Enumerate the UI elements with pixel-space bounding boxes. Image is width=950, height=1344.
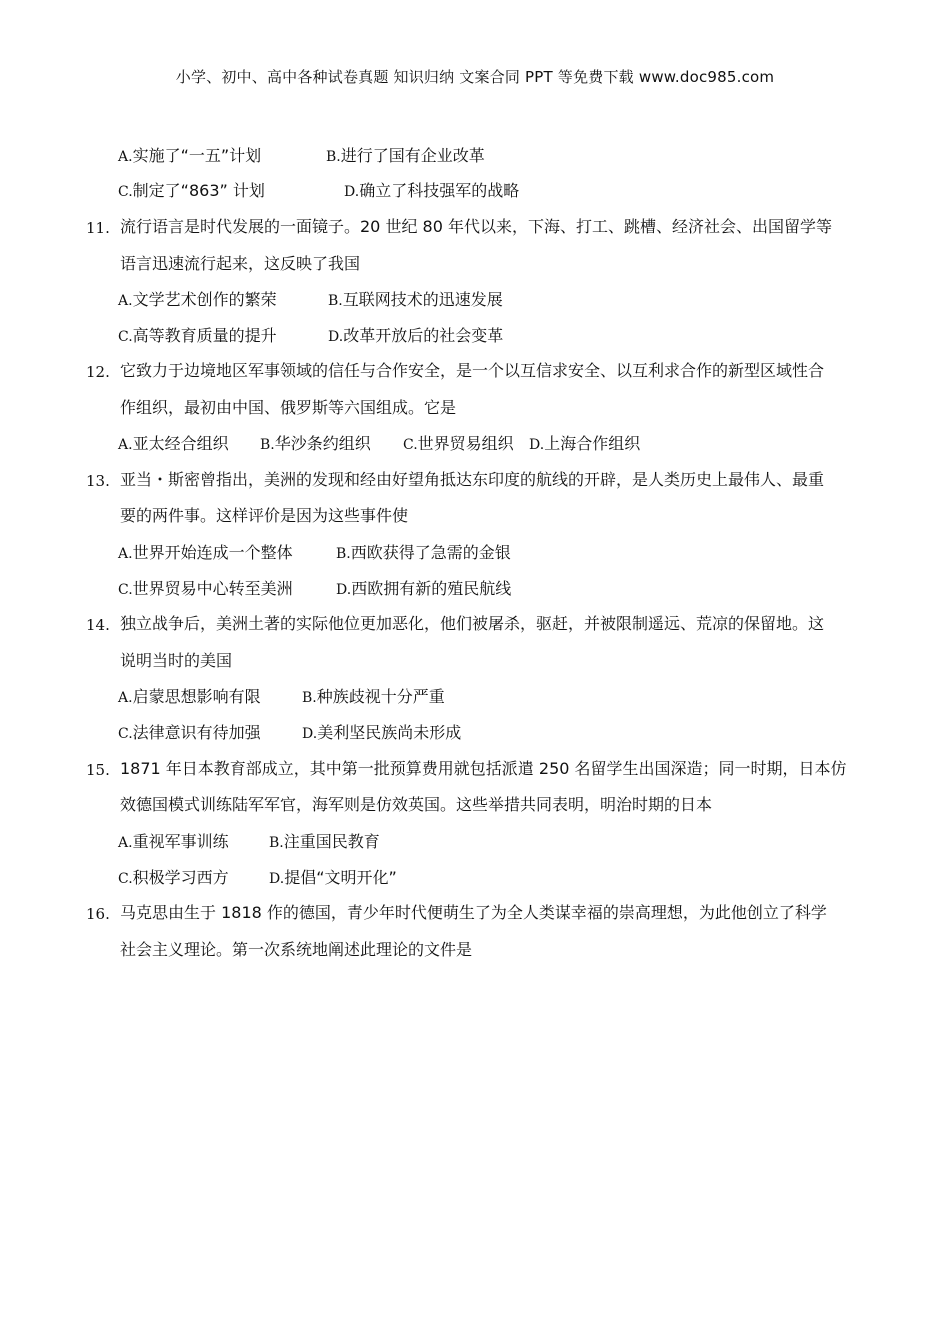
option-d bbox=[269, 867, 397, 890]
question-stem-line: 它致力于边境地区军事领域的信任与合作安全，是一个以互信求安全、以互利求合作的新型区域性合 bbox=[120, 361, 825, 380]
option-text: 制定了“863” 计划 bbox=[132, 181, 265, 200]
option-b bbox=[269, 831, 380, 854]
option-c bbox=[118, 867, 229, 890]
option-b bbox=[302, 686, 445, 709]
option-text: 美利坚民族尚未形成 bbox=[317, 723, 462, 742]
option-letter: B. bbox=[302, 690, 317, 706]
option-letter: D. bbox=[529, 437, 545, 453]
option-letter: C. bbox=[118, 871, 133, 887]
option-letter: A. bbox=[118, 293, 133, 309]
option-letter: A. bbox=[118, 149, 133, 165]
option-letter: B. bbox=[326, 149, 341, 165]
option-letter: D. bbox=[344, 184, 360, 200]
option-a bbox=[118, 289, 277, 312]
option-letter: D. bbox=[336, 582, 352, 598]
option-a bbox=[118, 686, 261, 709]
option-letter: A. bbox=[118, 546, 133, 562]
question-number: 12. bbox=[86, 363, 110, 381]
option-d bbox=[302, 722, 461, 745]
option-text: 西欧获得了急需的金银 bbox=[350, 543, 511, 562]
option-text: 重视军事训练 bbox=[132, 832, 229, 851]
option-b bbox=[326, 145, 485, 168]
option-text: 华沙条约组织 bbox=[274, 434, 371, 453]
option-d bbox=[328, 325, 503, 348]
option-c bbox=[403, 433, 514, 456]
option-text: 积极学习西方 bbox=[132, 868, 229, 887]
option-a bbox=[118, 831, 229, 854]
option-a bbox=[118, 433, 229, 456]
option-a bbox=[118, 145, 261, 168]
option-text: 启蒙思想影响有限 bbox=[132, 687, 261, 706]
option-d bbox=[529, 433, 640, 456]
option-letter: C. bbox=[118, 726, 133, 742]
option-text: 种族歧视十分严重 bbox=[316, 687, 445, 706]
option-letter: C. bbox=[118, 329, 133, 345]
option-b bbox=[336, 542, 511, 565]
option-letter: A. bbox=[118, 437, 133, 453]
question-stem-line: 马克思由生于 1818 作的德国，青少年时代便萌生了为全人类谋幸福的崇高理想，为此他创立了科学 bbox=[120, 903, 827, 922]
question-stem-line: 效德国模式训练陆军军官，海军则是仿效英国。这些举措共同表明，明治时期的日本 bbox=[120, 795, 713, 814]
option-text: 提倡“文明开化” bbox=[284, 868, 397, 887]
option-text: 确立了科技强军的战略 bbox=[359, 181, 520, 200]
question-stem-line: 语言迅速流行起来，这反映了我国 bbox=[120, 254, 361, 273]
option-text: 互联网技术的迅速发展 bbox=[342, 290, 503, 309]
option-text: 西欧拥有新的殖民航线 bbox=[351, 579, 512, 598]
option-text: 世界贸易中心转至美洲 bbox=[132, 579, 293, 598]
option-text: 法律意识有待加强 bbox=[132, 723, 261, 742]
option-letter: C. bbox=[118, 582, 133, 598]
question-stem-line: 说明当时的美国 bbox=[120, 651, 233, 670]
option-letter: B. bbox=[328, 293, 343, 309]
option-letter: A. bbox=[118, 690, 133, 706]
question-stem-line: 社会主义理论。第一次系统地阐述此理论的文件是 bbox=[120, 940, 473, 959]
option-text: 高等教育质量的提升 bbox=[132, 326, 277, 345]
question-number: 13. bbox=[86, 472, 110, 490]
option-letter: A. bbox=[118, 835, 133, 851]
option-text: 世界贸易组织 bbox=[417, 434, 514, 453]
option-letter: D. bbox=[269, 871, 285, 887]
question-stem-line: 亚当・斯密曾指出，美洲的发现和经由好望角抵达东印度的航线的开辟，是人类历史上最伟人、最重 bbox=[120, 470, 825, 489]
option-b bbox=[260, 433, 371, 456]
option-letter: D. bbox=[302, 726, 318, 742]
question-stem-line: 1871 年日本教育部成立，其中第一批预算费用就包括派遣 250 名留学生出国深造；同一时期，日本仿 bbox=[120, 759, 847, 778]
option-c bbox=[118, 722, 261, 745]
option-text: 注重国民教育 bbox=[283, 832, 380, 851]
option-a bbox=[118, 542, 293, 565]
option-text: 进行了国有企业改革 bbox=[340, 146, 485, 165]
option-letter: B. bbox=[269, 835, 284, 851]
question-stem-line: 要的两件事。这样评价是因为这些事件使 bbox=[120, 506, 409, 525]
option-c bbox=[118, 325, 277, 348]
question-number: 16. bbox=[86, 905, 110, 923]
option-text: 世界开始连成一个整体 bbox=[132, 543, 293, 562]
option-letter: C. bbox=[118, 184, 133, 200]
option-b bbox=[328, 289, 503, 312]
option-text: 上海合作组织 bbox=[544, 434, 641, 453]
option-text: 改革开放后的社会变革 bbox=[343, 326, 504, 345]
option-text: 文学艺术创作的繁荣 bbox=[132, 290, 277, 309]
page-header: 小学、初中、高中各种试卷真题 知识归纳 文案合同 PPT 等免费下载 www.doc985.com bbox=[175, 68, 775, 86]
question-stem-line: 独立战争后，美洲土著的实际他位更加恶化，他们被屠杀，驱赶，并被限制遥远、荒凉的保留地。这 bbox=[120, 614, 825, 633]
option-c bbox=[118, 180, 265, 203]
option-letter: B. bbox=[336, 546, 351, 562]
option-letter: B. bbox=[260, 437, 275, 453]
option-text: 实施了“一五”计划 bbox=[132, 146, 262, 165]
option-letter: C. bbox=[403, 437, 418, 453]
option-letter: D. bbox=[328, 329, 344, 345]
option-d bbox=[344, 180, 519, 203]
question-stem-line: 流行语言是时代发展的一面镜子。20 世纪 80 年代以来，下海、打工、跳槽、经济社会、出国留学等 bbox=[120, 217, 832, 236]
question-number: 15. bbox=[86, 761, 110, 779]
question-stem-line: 作组织，最初由中国、俄罗斯等六国组成。它是 bbox=[120, 398, 457, 417]
option-text: 亚太经合组织 bbox=[132, 434, 229, 453]
option-c bbox=[118, 578, 293, 601]
question-number: 11. bbox=[86, 219, 110, 237]
question-number: 14. bbox=[86, 616, 110, 634]
option-d bbox=[336, 578, 511, 601]
